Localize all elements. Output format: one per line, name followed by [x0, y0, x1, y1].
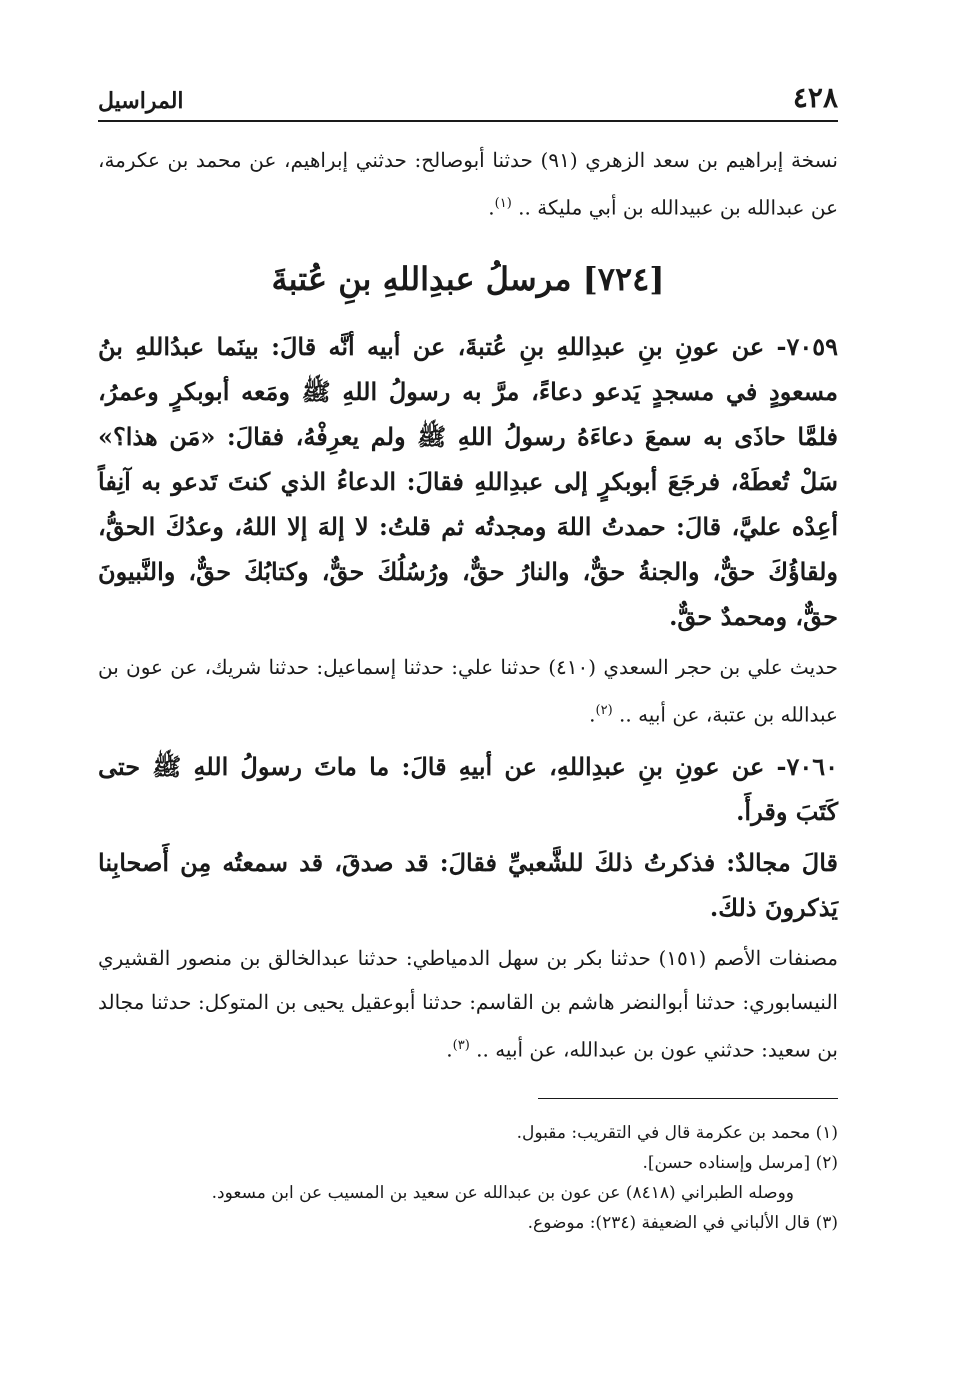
- main-text: [98, 138, 838, 1072]
- hadith-7059: ٧٠٥٩- عن عونِ بنِ عبدِاللهِ بنِ عُتبةَ، عن أبيه أنَّه قالَ: بينَما عبدُاللهِ بنُ مسعودٍ في مسجدٍ يَدعو دعاءً، مرَّ به رسولُ اللهِ ﷺ ومَعه أبوبكرٍ وعمرُ، فلمَّا حاذَى به سمعَ دعاءَهُ رسولُ اللهِ ﷺ ولم يعرِفْهُ، فقالَ: «مَن هذا؟» سَلْ تُعطَهْ، فرجَعَ أبوبكرٍ إلى عبدِاللهِ فقالَ: الدعاءُ الذي كنتَ تَدعو به آنِفاً أعِدْه عليَّ، قالَ: حمدتُ اللهَ ومجدتُه ثم قلتُ: لا إلهَ إلا اللهُ، وعدُكَ الحقُّ، ولقاؤُكَ حقٌّ، والجنةُ حقٌّ، والنارُ حقٌّ، ورُسُلُكَ حقٌّ، وكتابُكَ حقٌّ، والنَّبيونَ حقٌّ، ومحمدٌ حقٌّ.: [98, 331, 838, 631]
- section-title: [٧٢٤] مرسلُ عبدِاللهِ بنِ عُتبةَ: [271, 259, 665, 298]
- source-citation-3: مصنفات الأصم (١٥١) حدثنا بكر بن سهل الدمياطي: حدثنا عبدالخالق بن منصور القشيري النيسابوري: حدثنا أبوالنضر هاشم بن القاسم: حدثنا أبوعقيل يحيى بن المتوكل: حدثنا مجالد بن سعيد: حدثني عون بن عبدالله، عن أبيه .. $^{(٣)}$.: [98, 946, 839, 1062]
- source-citation-2: حديث علي بن حجر السعدي (٤١٠) حدثنا علي: حدثنا إسماعيل: حدثنا شريك، عن عون بن عبدالله بن عتبة، عن أبيه .. $^{(٢)}$.: [98, 654, 838, 727]
- running-title: المراسيل: [98, 88, 184, 114]
- footnote-divider: [538, 1098, 838, 1099]
- footnote-2: (٢) [مرسل وإسناده حسن].: [642, 1153, 838, 1173]
- footnote-3: (٣) قال الألباني في الضعيفة (٢٣٤): موضوع.: [527, 1213, 838, 1233]
- footnote-ref-2: (٢): [595, 702, 613, 718]
- hadith-7060: ٧٠٦٠- عن عونِ بنِ عبدِاللهِ، عن أبيهِ قالَ: ما ماتَ رسولُ اللهِ ﷺ حتى كَتَبَ وقرأَ.: [98, 752, 838, 827]
- footnote-ref-3: (٣): [452, 1038, 470, 1054]
- page-header: [98, 78, 838, 114]
- footnote-ref-1: (١): [494, 196, 512, 211]
- header-divider: [98, 120, 838, 122]
- hadith-7060-note: قالَ مجالدٌ: فذكرتُ ذلكَ للشَّعبيِّ فقالَ: قد صدقَ، قد سمعتُه مِن أَصحابِنا يَذكرونَ ذلكَ.: [98, 848, 838, 923]
- source-citation-1: نسخة إبراهيم بن سعد الزهري (٩١) حدثنا أبوصالح: حدثني إبراهيم، عن محمد بن عكرمة، عن عبدالله بن عبيدالله بن أبي مليكة .. $^{(١)}$.: [98, 148, 838, 220]
- footnote-2-continuation: ووصله الطبراني (٨٤١٨) عن عون بن عبدالله عن سعيد بن المسيب عن ابن مسعود.: [211, 1183, 794, 1203]
- footnote-1: (١) محمد بن عكرمة قال في التقريب: مقبول.: [516, 1123, 838, 1143]
- footnotes: [98, 1118, 838, 1238]
- page-number: ٤٢٨: [792, 81, 838, 114]
